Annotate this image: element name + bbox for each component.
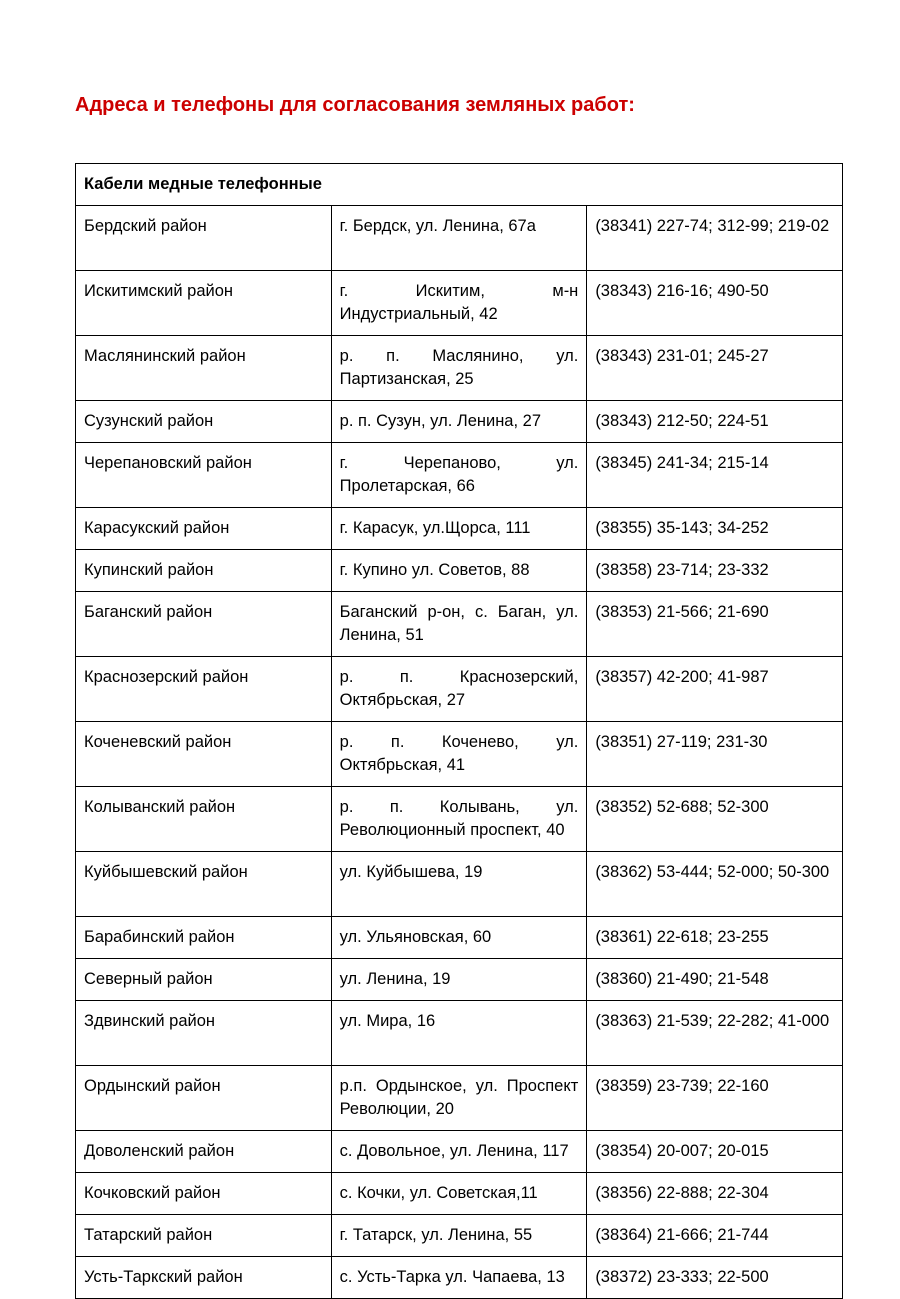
table-row (76, 401, 843, 443)
phone-cell: (38361) 22-618; 23-255 (587, 917, 843, 959)
table-row (76, 443, 843, 508)
table-row (76, 1173, 843, 1215)
district-cell: Карасукский район (76, 508, 332, 550)
table-row (76, 206, 843, 271)
district-cell: Сузунский район (76, 401, 332, 443)
page-title: Адреса и телефоны для согласования земляных работ: (75, 94, 635, 116)
address-cell: г. Карасук, ул.Щорса, 111 (331, 508, 587, 550)
section-header: Кабели медные телефонные (76, 164, 843, 206)
phone-cell: (38363) 21-539; 22-282; 41-000 (587, 1001, 843, 1066)
district-cell: Татарский район (76, 1215, 332, 1257)
table-row (76, 959, 843, 1001)
table-row (76, 1257, 843, 1299)
table-row (76, 592, 843, 657)
table-row (76, 1066, 843, 1131)
address-cell: ул. Мира, 16 (331, 1001, 587, 1066)
table-row (76, 508, 843, 550)
table-row (76, 852, 843, 917)
district-cell: Баганский район (76, 592, 332, 657)
phone-cell: (38364) 21-666; 21-744 (587, 1215, 843, 1257)
address-cell: с. Кочки, ул. Советская,11 (331, 1173, 587, 1215)
district-cell: Северный район (76, 959, 332, 1001)
district-cell: Куйбышевский район (76, 852, 332, 917)
district-cell: Кочковский район (76, 1173, 332, 1215)
district-cell: Черепановский район (76, 443, 332, 508)
phone-cell: (38357) 42-200; 41-987 (587, 657, 843, 722)
district-cell: Бердский район (76, 206, 332, 271)
phone-cell: (38358) 23-714; 23-332 (587, 550, 843, 592)
phone-cell: (38354) 20-007; 20-015 (587, 1131, 843, 1173)
address-cell: г. Бердск, ул. Ленина, 67а (331, 206, 587, 271)
table-row (76, 722, 843, 787)
address-cell: ул. Ульяновская, 60 (331, 917, 587, 959)
phone-cell: (38356) 22-888; 22-304 (587, 1173, 843, 1215)
district-cell: Доволенский район (76, 1131, 332, 1173)
phone-cell: (38362) 53-444; 52-000; 50-300 (587, 852, 843, 917)
phone-cell: (38360) 21-490; 21-548 (587, 959, 843, 1001)
address-cell: ул. Куйбышева, 19 (331, 852, 587, 917)
address-cell: г. Купино ул. Советов, 88 (331, 550, 587, 592)
phone-cell: (38352) 52-688; 52-300 (587, 787, 843, 852)
table-row (76, 1131, 843, 1173)
table-row (76, 657, 843, 722)
address-cell: с. Усть-Тарка ул. Чапаева, 13 (331, 1257, 587, 1299)
table-row (76, 550, 843, 592)
district-cell: Ордынский район (76, 1066, 332, 1131)
table-row (76, 1215, 843, 1257)
district-cell: Усть-Таркский район (76, 1257, 332, 1299)
address-cell: г. Искитим, м-н Индустриальный, 42 (331, 271, 587, 336)
phone-cell: (38345) 241-34; 215-14 (587, 443, 843, 508)
address-cell: р.п. Ордынское, ул. Проспект Революции, 20 (331, 1066, 587, 1131)
table-row (76, 336, 843, 401)
district-cell: Здвинский район (76, 1001, 332, 1066)
address-cell: р. п. Краснозерский, Октябрьская, 27 (331, 657, 587, 722)
phone-cell: (38372) 23-333; 22-500 (587, 1257, 843, 1299)
district-cell: Барабинский район (76, 917, 332, 959)
address-cell: р. п. Маслянино, ул. Партизанская, 25 (331, 336, 587, 401)
district-cell: Краснозерский район (76, 657, 332, 722)
phone-cell: (38341) 227-74; 312-99; 219-02 (587, 206, 843, 271)
address-cell: р. п. Коченево, ул. Октябрьская, 41 (331, 722, 587, 787)
contacts-table (75, 163, 843, 1299)
phone-cell: (38355) 35-143; 34-252 (587, 508, 843, 550)
address-cell: р. п. Сузун, ул. Ленина, 27 (331, 401, 587, 443)
district-cell: Купинский район (76, 550, 332, 592)
address-cell: с. Довольное, ул. Ленина, 117 (331, 1131, 587, 1173)
table-row (76, 917, 843, 959)
section-header-row (76, 164, 843, 206)
table-row (76, 787, 843, 852)
phone-cell: (38343) 216-16; 490-50 (587, 271, 843, 336)
district-cell: Маслянинский район (76, 336, 332, 401)
address-cell: г. Черепаново, ул. Пролетарская, 66 (331, 443, 587, 508)
phone-cell: (38343) 212-50; 224-51 (587, 401, 843, 443)
table-row (76, 1001, 843, 1066)
table-row (76, 271, 843, 336)
address-cell: г. Татарск, ул. Ленина, 55 (331, 1215, 587, 1257)
phone-cell: (38359) 23-739; 22-160 (587, 1066, 843, 1131)
address-cell: Баганский р-он, с. Баган, ул. Ленина, 51 (331, 592, 587, 657)
phone-cell: (38353) 21-566; 21-690 (587, 592, 843, 657)
district-cell: Коченевский район (76, 722, 332, 787)
address-cell: ул. Ленина, 19 (331, 959, 587, 1001)
phone-cell: (38343) 231-01; 245-27 (587, 336, 843, 401)
district-cell: Искитимский район (76, 271, 332, 336)
address-cell: р. п. Колывань, ул. Революционный проспект, 40 (331, 787, 587, 852)
district-cell: Колыванский район (76, 787, 332, 852)
phone-cell: (38351) 27-119; 231-30 (587, 722, 843, 787)
